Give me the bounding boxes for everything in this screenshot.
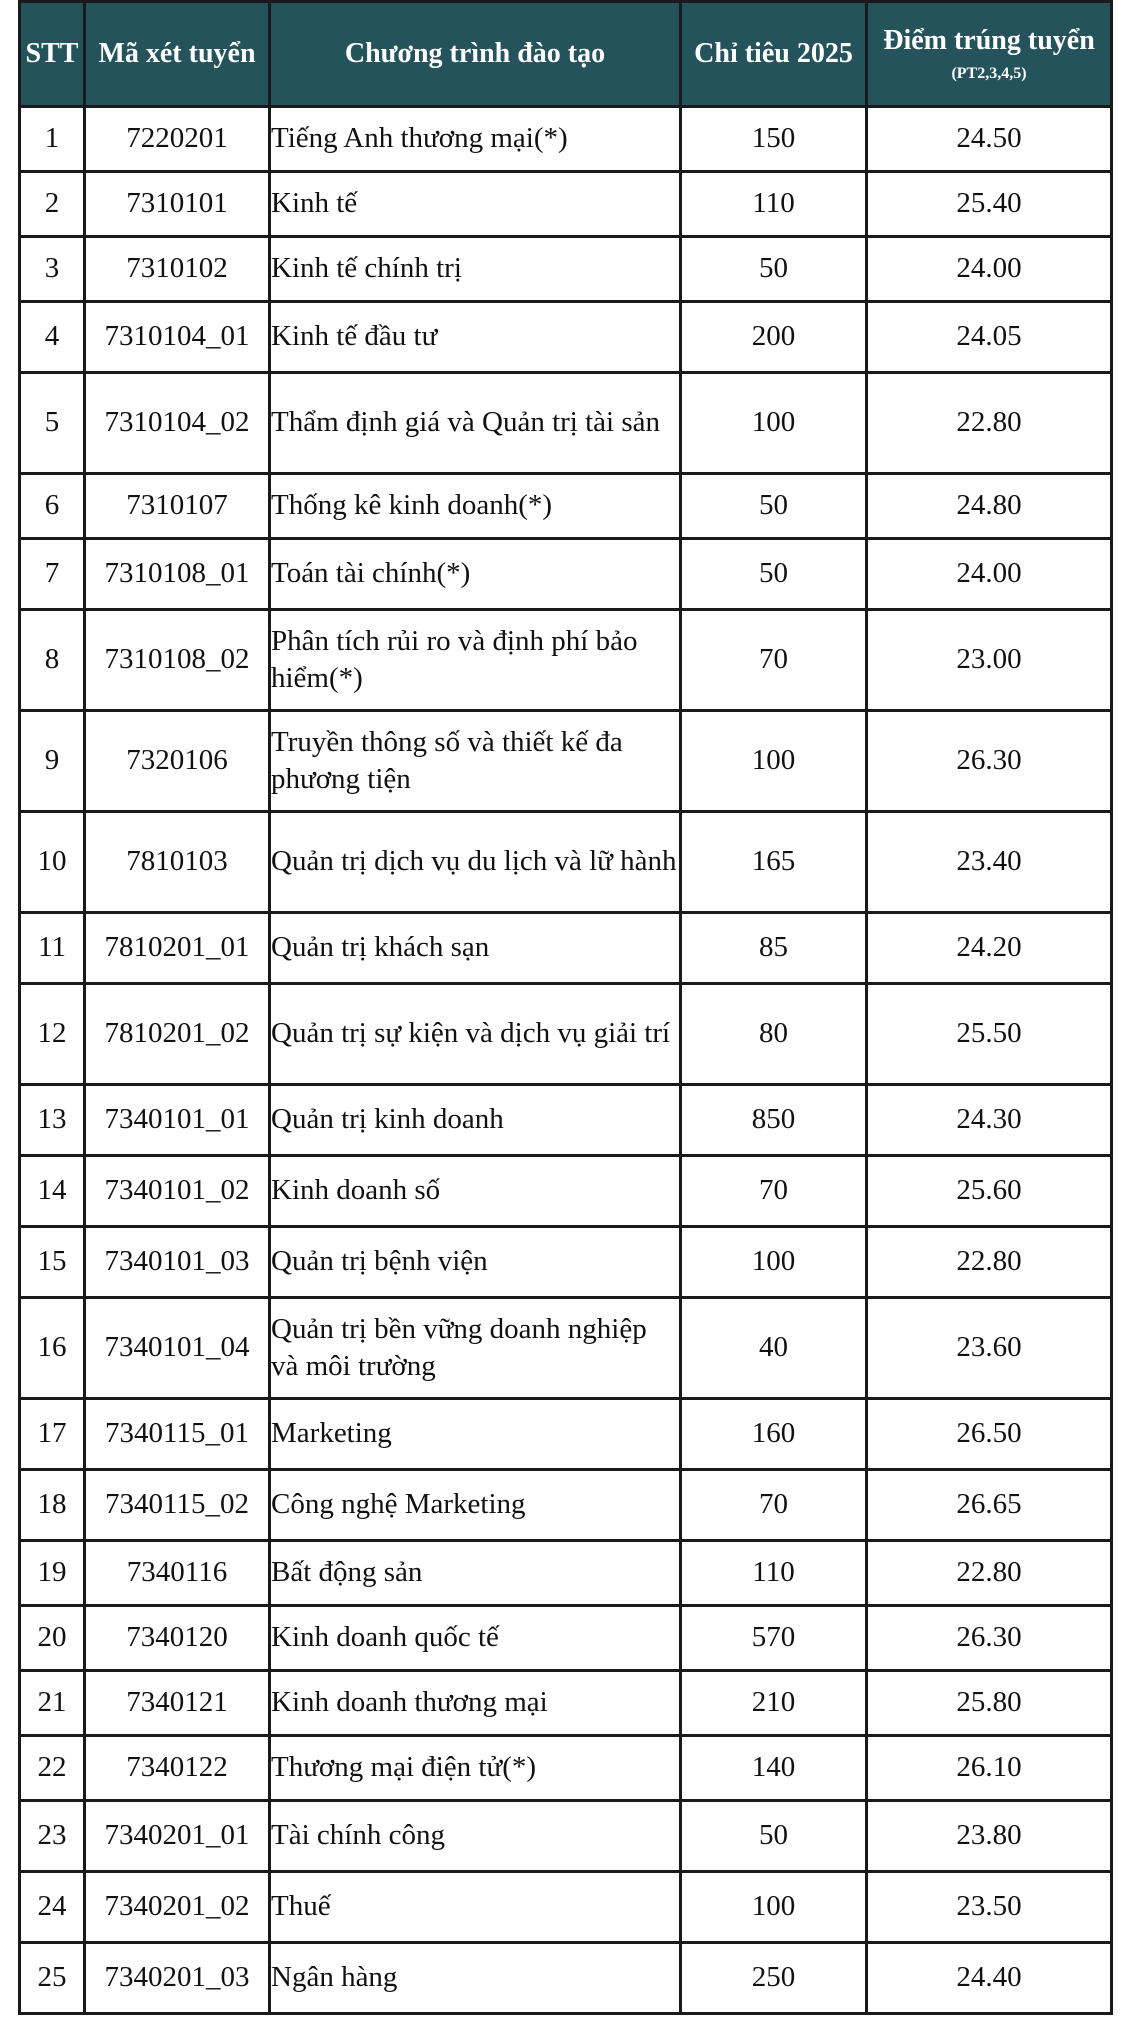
cell-stt: 23	[20, 1801, 85, 1872]
cell-score: 23.80	[867, 1801, 1112, 1872]
cell-stt: 18	[20, 1470, 85, 1541]
table-row	[20, 474, 1112, 539]
cell-program: Thống kê kinh doanh(*)	[270, 474, 681, 539]
cell-program: Quản trị sự kiện và dịch vụ giải trí	[270, 984, 681, 1085]
cell-score: 24.50	[867, 107, 1112, 172]
cell-program: Quản trị bệnh viện	[270, 1227, 681, 1298]
cell-program: Toán tài chính(*)	[270, 539, 681, 610]
header-score-title: Điểm trúng tuyển	[883, 24, 1095, 56]
cell-stt: 19	[20, 1541, 85, 1606]
cell-stt: 20	[20, 1606, 85, 1671]
table-row	[20, 1399, 1112, 1470]
cell-score: 22.80	[867, 373, 1112, 474]
cell-code: 7340115_01	[85, 1399, 270, 1470]
cell-quota: 80	[681, 984, 867, 1085]
cell-stt: 7	[20, 539, 85, 610]
cell-program: Thẩm định giá và Quản trị tài sản	[270, 373, 681, 474]
cell-score: 26.30	[867, 711, 1112, 812]
header-stt: STT	[20, 2, 85, 107]
cell-code: 7220201	[85, 107, 270, 172]
cell-score: 23.40	[867, 812, 1112, 913]
cell-program: Kinh tế chính trị	[270, 237, 681, 302]
cell-code: 7310108_01	[85, 539, 270, 610]
cell-program: Bất động sản	[270, 1541, 681, 1606]
table-row	[20, 812, 1112, 913]
cell-quota: 150	[681, 107, 867, 172]
cell-program: Marketing	[270, 1399, 681, 1470]
cell-program: Kinh doanh thương mại	[270, 1671, 681, 1736]
cell-stt: 10	[20, 812, 85, 913]
cell-score: 25.80	[867, 1671, 1112, 1736]
cell-stt: 2	[20, 172, 85, 237]
cell-program: Kinh doanh số	[270, 1156, 681, 1227]
cell-quota: 100	[681, 1872, 867, 1943]
cell-code: 7340121	[85, 1671, 270, 1736]
cell-score: 24.05	[867, 302, 1112, 373]
cell-code: 7310107	[85, 474, 270, 539]
table-row	[20, 1943, 1112, 2014]
cell-program: Phân tích rủi ro và định phí bảo hiểm(*)	[270, 610, 681, 711]
cell-program: Công nghệ Marketing	[270, 1470, 681, 1541]
cell-code: 7340201_02	[85, 1872, 270, 1943]
cell-score: 23.00	[867, 610, 1112, 711]
table-row	[20, 1541, 1112, 1606]
cell-score: 23.60	[867, 1298, 1112, 1399]
cell-score: 24.40	[867, 1943, 1112, 2014]
cell-code: 7340201_03	[85, 1943, 270, 2014]
cell-quota: 40	[681, 1298, 867, 1399]
table-row	[20, 1606, 1112, 1671]
cell-stt: 16	[20, 1298, 85, 1399]
cell-stt: 24	[20, 1872, 85, 1943]
cell-quota: 70	[681, 1470, 867, 1541]
cell-stt: 17	[20, 1399, 85, 1470]
cell-stt: 3	[20, 237, 85, 302]
cell-program: Quản trị bền vững doanh nghiệp và môi trường	[270, 1298, 681, 1399]
cell-program: Thương mại điện tử(*)	[270, 1736, 681, 1801]
header-score	[867, 2, 1112, 107]
cell-quota: 850	[681, 1085, 867, 1156]
cell-stt: 9	[20, 711, 85, 812]
cell-quota: 70	[681, 1156, 867, 1227]
cell-quota: 100	[681, 1227, 867, 1298]
cell-quota: 50	[681, 539, 867, 610]
cell-program: Tài chính công	[270, 1801, 681, 1872]
table-row	[20, 172, 1112, 237]
table-row	[20, 1801, 1112, 1872]
table-row	[20, 373, 1112, 474]
admissions-table	[18, 0, 1113, 2015]
cell-quota: 110	[681, 1541, 867, 1606]
cell-code: 7340101_02	[85, 1156, 270, 1227]
cell-program: Ngân hàng	[270, 1943, 681, 2014]
cell-program: Kinh doanh quốc tế	[270, 1606, 681, 1671]
table-row	[20, 107, 1112, 172]
cell-code: 7340122	[85, 1736, 270, 1801]
cell-code: 7310102	[85, 237, 270, 302]
cell-program: Kinh tế đầu tư	[270, 302, 681, 373]
table-row	[20, 1085, 1112, 1156]
cell-code: 7340101_01	[85, 1085, 270, 1156]
header-row	[20, 2, 1112, 107]
header-quota: Chỉ tiêu 2025	[681, 2, 867, 107]
cell-code: 7320106	[85, 711, 270, 812]
cell-stt: 1	[20, 107, 85, 172]
cell-quota: 160	[681, 1399, 867, 1470]
cell-program: Truyền thông số và thiết kế đa phương tiện	[270, 711, 681, 812]
table-row	[20, 237, 1112, 302]
cell-stt: 21	[20, 1671, 85, 1736]
cell-stt: 14	[20, 1156, 85, 1227]
table-row	[20, 984, 1112, 1085]
cell-score: 26.65	[867, 1470, 1112, 1541]
table-row	[20, 1671, 1112, 1736]
cell-score: 26.50	[867, 1399, 1112, 1470]
cell-quota: 50	[681, 474, 867, 539]
cell-program: Tiếng Anh thương mại(*)	[270, 107, 681, 172]
cell-program: Quản trị kinh doanh	[270, 1085, 681, 1156]
cell-quota: 165	[681, 812, 867, 913]
cell-code: 7810201_01	[85, 913, 270, 984]
cell-code: 7310108_02	[85, 610, 270, 711]
cell-stt: 13	[20, 1085, 85, 1156]
cell-code: 7340201_01	[85, 1801, 270, 1872]
cell-quota: 70	[681, 610, 867, 711]
cell-quota: 250	[681, 1943, 867, 2014]
cell-stt: 8	[20, 610, 85, 711]
cell-score: 22.80	[867, 1541, 1112, 1606]
cell-stt: 5	[20, 373, 85, 474]
cell-code: 7310104_01	[85, 302, 270, 373]
cell-code: 7340115_02	[85, 1470, 270, 1541]
table-row	[20, 711, 1112, 812]
table-row	[20, 1227, 1112, 1298]
cell-code: 7340101_04	[85, 1298, 270, 1399]
table-row	[20, 1298, 1112, 1399]
cell-score: 25.50	[867, 984, 1112, 1085]
table-row	[20, 539, 1112, 610]
cell-score: 23.50	[867, 1872, 1112, 1943]
cell-score: 24.00	[867, 237, 1112, 302]
table-header	[20, 2, 1112, 107]
cell-quota: 210	[681, 1671, 867, 1736]
cell-score: 26.10	[867, 1736, 1112, 1801]
cell-stt: 25	[20, 1943, 85, 2014]
cell-score: 24.00	[867, 539, 1112, 610]
cell-score: 24.80	[867, 474, 1112, 539]
cell-quota: 50	[681, 1801, 867, 1872]
cell-score: 24.30	[867, 1085, 1112, 1156]
cell-code: 7810103	[85, 812, 270, 913]
cell-score: 25.60	[867, 1156, 1112, 1227]
cell-quota: 110	[681, 172, 867, 237]
table-row	[20, 302, 1112, 373]
header-score-note: (PT2,3,4,5)	[951, 64, 1027, 82]
table-row	[20, 1156, 1112, 1227]
cell-code: 7810201_02	[85, 984, 270, 1085]
cell-stt: 12	[20, 984, 85, 1085]
cell-program: Thuế	[270, 1872, 681, 1943]
table-body	[20, 107, 1112, 2014]
cell-stt: 22	[20, 1736, 85, 1801]
header-program: Chương trình đào tạo	[270, 2, 681, 107]
cell-quota: 85	[681, 913, 867, 984]
cell-quota: 570	[681, 1606, 867, 1671]
admissions-table-container	[18, 0, 1110, 2015]
cell-score: 22.80	[867, 1227, 1112, 1298]
cell-program: Quản trị khách sạn	[270, 913, 681, 984]
cell-quota: 100	[681, 711, 867, 812]
table-row	[20, 610, 1112, 711]
cell-quota: 140	[681, 1736, 867, 1801]
table-row	[20, 913, 1112, 984]
table-row	[20, 1736, 1112, 1801]
cell-code: 7310101	[85, 172, 270, 237]
cell-code: 7340116	[85, 1541, 270, 1606]
table-row	[20, 1470, 1112, 1541]
table-row	[20, 1872, 1112, 1943]
cell-stt: 11	[20, 913, 85, 984]
header-code: Mã xét tuyển	[85, 2, 270, 107]
cell-program: Kinh tế	[270, 172, 681, 237]
cell-code: 7340101_03	[85, 1227, 270, 1298]
cell-code: 7340120	[85, 1606, 270, 1671]
cell-quota: 100	[681, 373, 867, 474]
cell-stt: 4	[20, 302, 85, 373]
cell-code: 7310104_02	[85, 373, 270, 474]
cell-program: Quản trị dịch vụ du lịch và lữ hành	[270, 812, 681, 913]
cell-stt: 15	[20, 1227, 85, 1298]
cell-score: 25.40	[867, 172, 1112, 237]
cell-quota: 200	[681, 302, 867, 373]
cell-score: 26.30	[867, 1606, 1112, 1671]
cell-score: 24.20	[867, 913, 1112, 984]
cell-quota: 50	[681, 237, 867, 302]
cell-stt: 6	[20, 474, 85, 539]
